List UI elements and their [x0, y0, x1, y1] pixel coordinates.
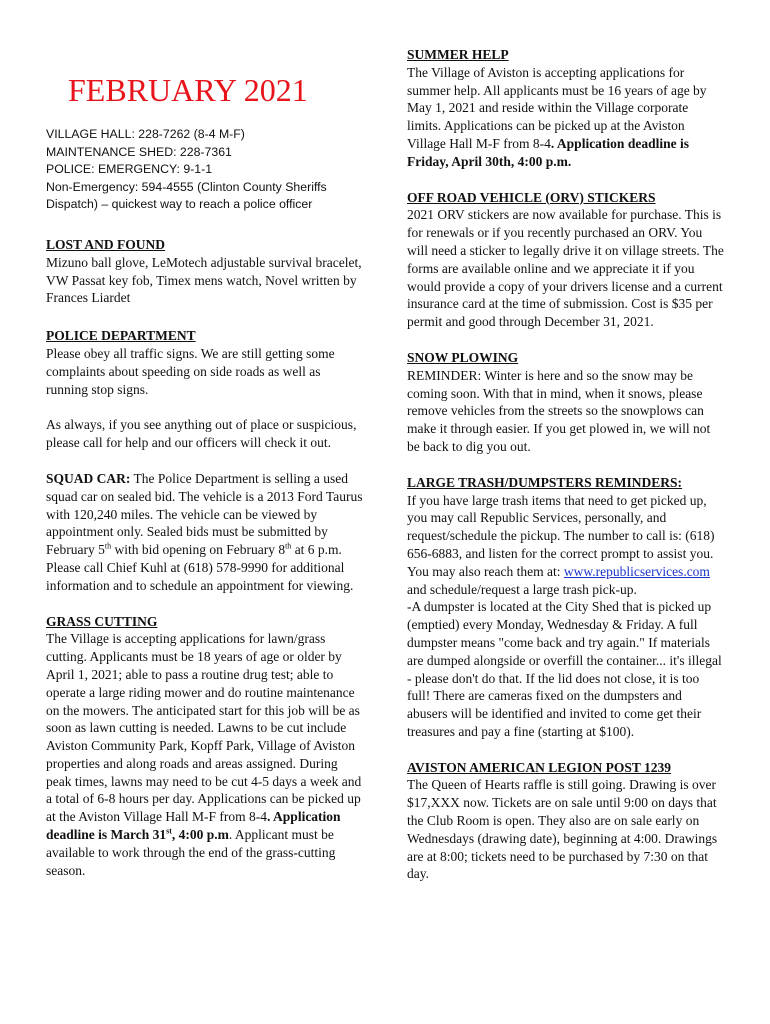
squad-car-sup-b: th [285, 541, 292, 551]
orv-body: 2021 ORV stickers are now available for purchase. This is for renewals or if you recently purchased an ORV. You will need a sticker to legally drive it on village streets. The forms are available online and we appreciate it if you would provide a copy of your drivers license and a current insurance card at the time of submission. Cost is $35 per permit and good through December 31, 2021. [407, 207, 724, 330]
legion-body: The Queen of Hearts raffle is still going. Drawing is over $17,XXX now. Tickets are on sale until 9:00 on days that the Club Room is open. They also are on sale early on Wednesdays (drawing date), beginning at 4:00. Drawings are at 8:00; tickets need to be purchased by 7:30 on that day. [407, 777, 718, 882]
trash-text-a: If you have large trash items that need to get picked up, you may call Republic Services, personally, and request/schedule the pickup. The number to call is: (618) 656-6883, and listen for the correct prompt to assist you. You may also reach them at: [407, 492, 715, 579]
section-large-trash [407, 474, 725, 741]
grass-deadline-b: , 4:00 p.m [171, 827, 229, 843]
grass-text-a: The Village is accepting applications for lawn/grass cutting. Applicants must be 18 years of age or older by April 1, 2021; able to pass a routine drug test; able to operate a large riding mower and do routine maintenance on the mowers. The anticipated start for this job will be as soon as lawn cutting is needed. Lawns to be cut include Aviston Community Park, Kopff Park, Village of Aviston properties and along roads and areas assigned. During peak times, lawns may need to be cut 4-5 days a week and a total of 6-8 hours per day. Applications can be picked up at the Aviston Village Hall M-F from 8-4 [46, 631, 362, 825]
squad-car-label: SQUAD CAR: [46, 470, 131, 486]
snow-heading: SNOW PLOWING [407, 349, 519, 365]
grass-deadline-a: . Application deadline is March 31 [46, 809, 341, 843]
grass-text-b: . Applicant must be available to work through the end of the grass-cutting season. [46, 827, 336, 878]
summer-text-a: The Village of Aviston is accepting applications for summer help. All applicants must be 16 years of age by May 1, 2021 and reside within the Village corporate limits. Applications can be picked up at the Aviston Village Hall M-F from 8-4 [407, 64, 707, 151]
contact-dispatch-note: Dispatch) – quickest way to reach a police officer [46, 197, 313, 212]
squad-car-sup-a: th [104, 541, 112, 551]
section-grass-cutting [46, 613, 364, 880]
squad-car-text-c: at 6 p.m. Please call Chief Kuhl at (618) 578-9990 for additional information and to schedule an appointment for viewing. [46, 542, 354, 593]
lost-found-body: Mizuno ball glove, LeMotech adjustable survival bracelet, VW Passat key fob, Timex mens watch, Novel written by Frances Liardet [46, 254, 362, 306]
contact-non-emergency: Non-Emergency: 594-4555 (Clinton County Sheriffs [46, 179, 327, 194]
trash-text-b: and schedule/request a large trash pick-up. [407, 581, 637, 597]
orv-heading: OFF ROAD VEHICLE (ORV) STICKERS [407, 189, 656, 205]
section-summer-help [407, 46, 725, 171]
contact-list [46, 126, 364, 214]
section-lost-found [46, 236, 364, 307]
republic-services-link[interactable]: www.republicservices.com [563, 563, 710, 579]
police-body-1: Please obey all traffic signs. We are still getting some complaints about speeding on side roads as well as running stop signs. [46, 345, 335, 397]
newsletter-title: FEBRUARY 2021 [68, 72, 308, 108]
section-police [46, 327, 364, 452]
summer-deadline: . Application deadline is Friday, April 30th, 4:00 p.m. [407, 135, 689, 169]
section-snow-plowing [407, 349, 725, 456]
police-body-2: As always, if you see anything out of place or suspicious, please call for help and our officers will check it out. [46, 417, 357, 451]
trash-paragraph-1 [407, 492, 725, 599]
snow-body: REMINDER: Winter is here and so the snow may be coming soon. With that in mind, when it snows, please remove vehicles from the streets so the snowplows can make it through easier. If you get plowed in, we will not be back to dig you out. [407, 367, 711, 454]
contact-village-hall: VILLAGE HALL: 228-7262 (8-4 M-F) [46, 127, 245, 141]
grass-paragraph [46, 630, 364, 879]
trash-heading: LARGE TRASH/DUMPSTERS REMINDERS: [407, 474, 683, 490]
right-column [407, 46, 725, 883]
police-heading: POLICE DEPARTMENT [46, 328, 196, 344]
summer-heading: SUMMER HELP [407, 47, 509, 62]
section-american-legion [407, 759, 725, 884]
squad-car-paragraph [46, 470, 364, 595]
contact-maintenance-shed: MAINTENANCE SHED: 228-7361 [46, 144, 232, 159]
grass-heading: GRASS CUTTING [46, 613, 158, 629]
summer-paragraph [407, 64, 725, 171]
left-column [46, 70, 364, 879]
lost-found-heading: LOST AND FOUND [46, 236, 166, 252]
section-orv [407, 189, 725, 331]
legion-heading: AVISTON AMERICAN LEGION POST 1239 [407, 759, 672, 775]
trash-paragraph-2: -A dumpster is located at the City Shed that is picked up (emptied) every Monday, Wednesday & Friday. A full dumpster means "come back and try again." If materials are dumped alongside or overfill the container... it's illegal - please don't do that. If the lid does not close, it is too full! There are cameras fixed on the dumpsters and abusers will be identified and invited to come get their treasures and pay a fine (starting at $100). [407, 599, 722, 739]
contact-police-emergency: POLICE: EMERGENCY: 9-1-1 [46, 162, 213, 177]
section-squad-car [46, 470, 364, 595]
grass-deadline-sup: st [166, 826, 172, 836]
squad-car-text-a: The Police Department is selling a used squad car on sealed bid. The vehicle is a 2013 Ford Taurus with 120,240 miles. The vehicle can be viewed by appointment only. Sealed bids must be submitted by February 5 [46, 470, 363, 558]
squad-car-text-b: with bid opening on February 8 [111, 542, 286, 558]
